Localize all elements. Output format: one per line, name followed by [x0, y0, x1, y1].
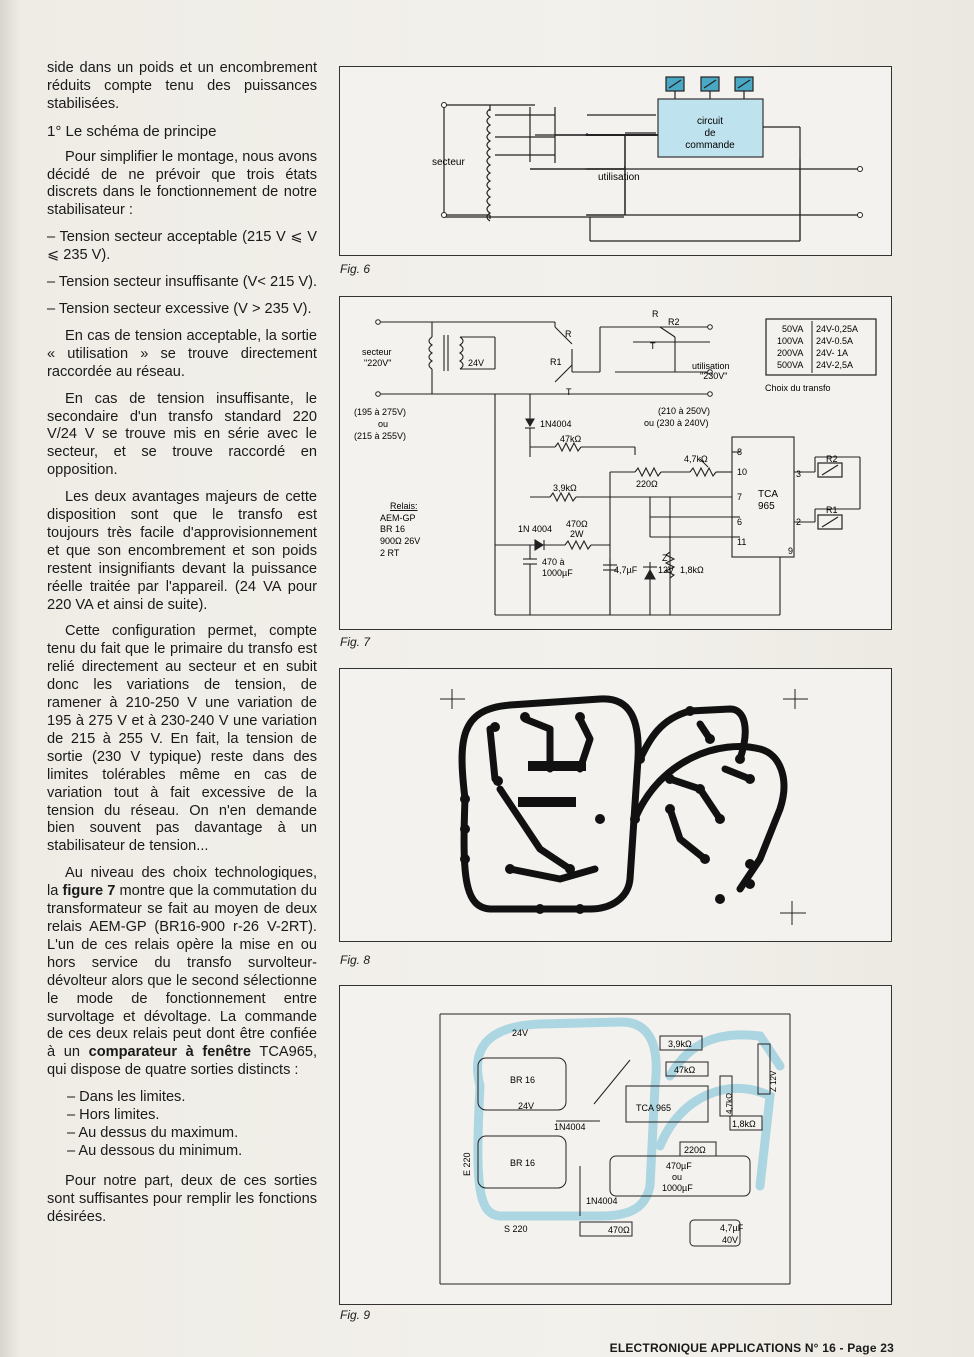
fig7-range-out-2: ou (230 à 240V) — [644, 418, 709, 428]
fig9-br16-b: BR 16 — [510, 1158, 536, 1168]
fig7-range-in-2: ou — [378, 419, 389, 429]
fig7-relais-1: Relais: — [390, 501, 418, 511]
text-column — [47, 60, 317, 1235]
paragraph-2: En cas de tension acceptable, la sortie « utilisation » se trouve directement raccordée au réseau. — [47, 327, 317, 380]
fig7-pin: 10 — [737, 467, 748, 477]
fig7-r2: R2 — [668, 317, 680, 327]
fig7-secteur-2: "220V" — [364, 358, 392, 368]
fig7-diode1: 1N4004 — [540, 419, 572, 429]
fig7-util-2: "230V" — [700, 371, 728, 381]
fig9-cap-3: 1000µF — [662, 1183, 693, 1193]
fig6-caption: Fig. 6 — [340, 262, 371, 276]
fig6-circuit-label-3: commande — [685, 140, 735, 151]
fig7-24v: 24V — [468, 358, 485, 368]
output-list — [47, 1089, 317, 1161]
fig9-e220: E 220 — [462, 1152, 472, 1176]
state-item-2: – Tension secteur insuffisante (V< 215 V). — [47, 274, 318, 291]
fig9-1-8k: 1,8kΩ — [732, 1119, 756, 1129]
fig7-pin: 6 — [737, 517, 743, 527]
fig7-table-v: 24V-2,5A — [816, 360, 854, 370]
fig7-470-1: 470Ω — [566, 519, 588, 529]
fig9-cap-2: ou — [672, 1172, 683, 1182]
fig7-caption: Fig. 7 — [340, 635, 371, 649]
fig7-table-caption: Choix du transfo — [765, 383, 831, 393]
fig7-relais-4: 900Ω 26V — [380, 536, 421, 546]
paragraph-6 — [47, 865, 317, 1080]
fig7-470-2: 2W — [570, 529, 584, 539]
paragraph-7: Pour notre part, deux de ces sorties sont suffisantes pour remplir les fonctions désirées. — [47, 1172, 317, 1225]
fig8-caption: Fig. 8 — [340, 953, 371, 967]
fig7-range-in-3: (215 à 255V) — [354, 431, 407, 441]
fig7-relay-r2: R2 — [826, 454, 838, 464]
paragraph-4: Les deux avantages majeurs de cette disposition sont que le transfo est toujours très facile d'approvisionnement et que son encombrement et son poids restent insignifiants devant la puissance réelle traitée par l'appareil. (24 VA pour 220 VA et ainsi de suite). — [47, 489, 317, 613]
fig7-table-va: 100VA — [777, 336, 804, 346]
fig7-c470-1: 470 à — [542, 557, 565, 567]
output-item: – Au dessous du minimum. — [67, 1142, 243, 1159]
fig9-s220: S 220 — [504, 1224, 528, 1234]
state-item-3: – Tension secteur excessive (V > 235 V). — [47, 300, 312, 317]
paragraph-1: Pour simplifier le montage, nous avons décidé de ne prévoir que trois états discrets dans le fonctionnement de notre stabilisateur : — [47, 148, 317, 219]
fig7-c47: 4,7µF — [614, 565, 638, 575]
fig7-r: R — [565, 329, 572, 339]
fig7-relais-5: 2 RT — [380, 548, 400, 558]
fig7-diode2: 1N 4004 — [518, 524, 553, 534]
fig9-24v-a: 24V — [512, 1028, 529, 1038]
fig6-utilisation-label: utilisation — [598, 172, 640, 183]
fig7-r1: R1 — [550, 357, 562, 367]
p6-text-e: TCA965, qui dispose de quatre sorties distincts : — [47, 1044, 317, 1079]
fig9-4-7k: 4,7kΩ — [725, 1092, 734, 1114]
fig7-relay-r1: R1 — [826, 505, 838, 515]
fig6-circuit-label-1: circuit — [696, 116, 724, 127]
p6-text-a: Au niveau des choix technologiques, la — [47, 865, 317, 900]
fig7-table-v: 24V-0.5A — [816, 336, 854, 346]
fig7-t: T — [566, 387, 572, 397]
fig7-pin: 2 — [796, 517, 802, 527]
fig9-cap-1: 470µF — [666, 1161, 692, 1171]
output-item: – Dans les limites. — [67, 1089, 186, 1106]
fig7-util-1: utilisation — [692, 361, 730, 371]
figure-9-layout — [340, 986, 891, 1304]
fig7-table-v: 24V-0,25A — [816, 324, 859, 334]
fig7-1-8k: 1,8kΩ — [680, 565, 704, 575]
figure-7 — [339, 296, 892, 630]
fig7-pin: 9 — [788, 546, 794, 556]
fig7-tca-2: 965 — [758, 501, 775, 512]
paragraph-5: Cette configuration permet, compte tenu du fait que le primaire du transfo est relié directement au secteur et en subit donc les variations de tension, de ramener à 210-250 V une variation de 195 à 275 V et à 230-240 V une variation de 215 à 255 V. En fait, la tension de sortie (230 V typique) reste dans des limites tolérables même en cas de variation tout à fait excessive de la tension du réseau. On n'en demande bien souvent pas davantage à un stabilisateur de tension... — [47, 623, 317, 855]
output-item: – Hors limites. — [67, 1107, 160, 1124]
p6-bold-figure: figure 7 — [62, 883, 116, 900]
page-footer: ELECTRONIQUE APPLICATIONS N° 16 - Page 23 — [609, 1341, 894, 1355]
figure-7-schematic — [340, 297, 891, 629]
fig9-470: 470Ω — [608, 1225, 630, 1235]
fig7-relais-3: BR 16 — [380, 524, 406, 534]
fig7-220: 220Ω — [636, 479, 658, 489]
fig7-47k: 47kΩ — [560, 434, 582, 444]
intro-paragraph: side dans un poids et un encombrement réduits compte tenu des puissances stabilisées. — [47, 60, 317, 112]
fig7-table-v: 24V- 1A — [816, 348, 849, 358]
p6-bold-comparator: comparateur à fenêtre — [88, 1044, 252, 1061]
fig9-3-9k: 3,9kΩ — [668, 1039, 692, 1049]
fig9-24v-b: 24V — [518, 1101, 535, 1111]
state-item-1: – Tension secteur acceptable (215 V ⩽ V ⩽ 235 V). — [47, 229, 317, 264]
figure-6-schematic — [340, 67, 891, 255]
fig7-pin: 7 — [737, 492, 743, 502]
fig9-tca: TCA 965 — [636, 1103, 672, 1113]
figure-8 — [339, 668, 892, 942]
fig7-pin: 3 — [796, 469, 802, 479]
figure-9 — [339, 985, 892, 1305]
fig7-r-top: R — [652, 309, 659, 319]
fig9-caption: Fig. 9 — [340, 1308, 371, 1322]
p6-text-c: montre que la commutation du transformateur se fait au moyen de deux relais AEM-GP (BR16-900 r-26 V-2RT). L'un de ces relais opère la mise en ou hors service du transfo survolteur-dévolteur alors que le second sélectionne le mode de fonctionnement entre survoltage et dévoltage. La commande de ces deux relais peut dont être confiée à un — [47, 883, 317, 1061]
fig7-c470-2: 1000µF — [542, 568, 573, 578]
fig7-4-7k: 4,7kΩ — [684, 454, 708, 464]
section-heading: 1° Le schéma de principe — [47, 122, 217, 140]
fig7-pin: 8 — [737, 447, 743, 457]
fig7-secteur-1: secteur — [362, 347, 392, 357]
fig7-table-va: 500VA — [777, 360, 804, 370]
fig9-br16-a: BR 16 — [510, 1075, 536, 1085]
fig6-circuit-label-2: de — [704, 128, 716, 139]
paragraph-3: En cas de tension insuffisante, le secondaire d'un transfo standard 220 V/24 V se trouve mis en série avec le secteur, et se trouve raccordé en opposition. — [47, 390, 317, 479]
fig9-1n4004-a: 1N4004 — [554, 1122, 586, 1132]
fig9-c47-1: 4,7µF — [720, 1223, 744, 1233]
fig7-t-top: T — [650, 341, 656, 351]
figure-8-pcb — [340, 669, 891, 941]
fig6-secteur-label: secteur — [432, 157, 465, 168]
fig9-1n4004-b: 1N4004 — [586, 1196, 618, 1206]
output-item: – Au dessus du maximum. — [67, 1124, 239, 1141]
fig9-c47-2: 40V — [722, 1235, 739, 1245]
fig7-range-in-1: (195 à 275V) — [354, 407, 407, 417]
fig7-3-9k: 3,9kΩ — [553, 483, 577, 493]
fig9-z12: Z 12V — [769, 1070, 778, 1092]
fig7-zener-1: Z — [662, 553, 668, 563]
fig7-relais-2: AEM-GP — [380, 513, 416, 523]
fig7-range-out-1: (210 à 250V) — [658, 406, 711, 416]
figure-6 — [339, 66, 892, 256]
fig7-tca-1: TCA — [758, 489, 778, 500]
fig7-pin: 11 — [737, 537, 747, 547]
fig9-220: 220Ω — [684, 1145, 706, 1155]
fig7-table-va: 50VA — [782, 324, 804, 334]
fig9-47k: 47kΩ — [674, 1065, 696, 1075]
fig7-table-va: 200VA — [777, 348, 804, 358]
fig7-zener-2: 12V — [658, 565, 675, 575]
